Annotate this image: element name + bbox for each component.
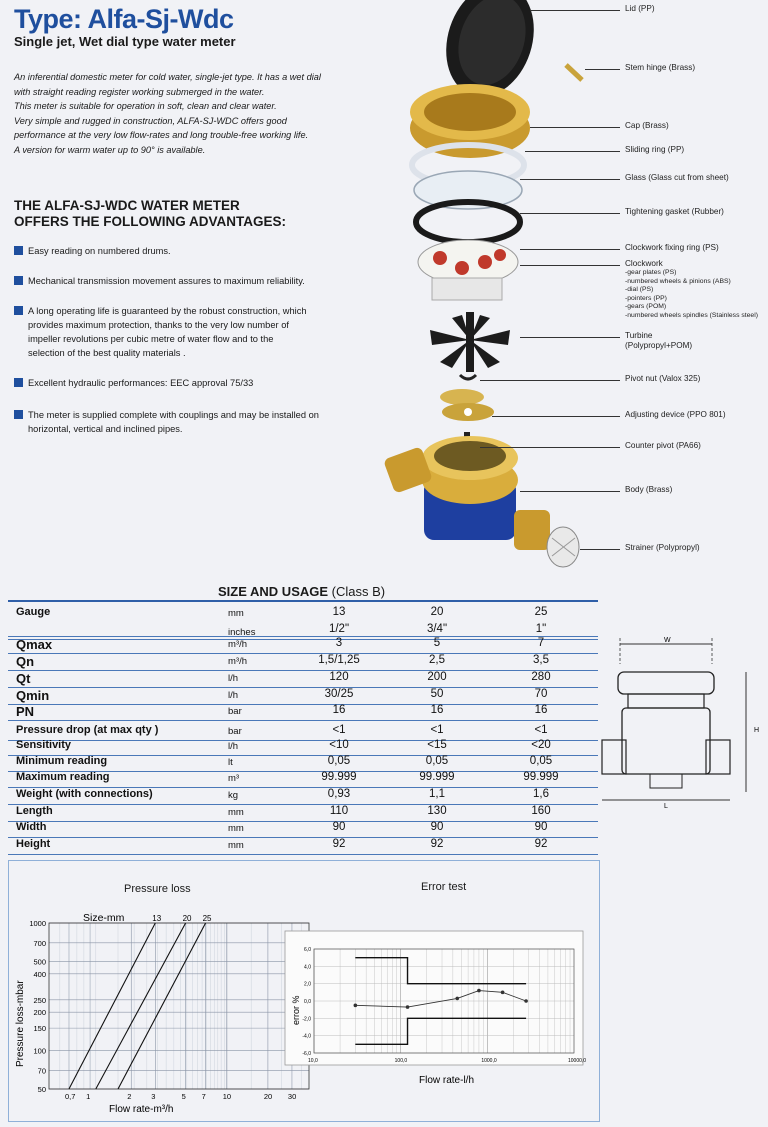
- part-label: [625, 121, 669, 131]
- row-label: Width: [16, 821, 47, 833]
- row-value: 90: [534, 821, 548, 833]
- pressure-chart-title: Pressure loss: [124, 883, 191, 895]
- row-unit: l/h: [228, 673, 239, 684]
- pressure-x-tick: 30: [287, 1092, 297, 1101]
- part-label-line: Body (Brass): [625, 485, 673, 494]
- pressure-x-tick: 0,7: [64, 1092, 76, 1101]
- error-data-point: [406, 1005, 410, 1009]
- row-value: 99.999: [523, 771, 559, 783]
- pressure-y-tick: 400: [33, 969, 46, 979]
- part-label: [625, 331, 692, 351]
- part-label-line: Sliding ring (PP): [625, 145, 685, 154]
- advantage-item: [14, 408, 364, 436]
- row-unit: m³/h: [228, 656, 247, 667]
- intro-line: An inferential domestic meter for cold water, single-jet type. It has a wet dial: [14, 72, 321, 82]
- pressure-series-line: [69, 923, 155, 1089]
- row-label: Sensitivity: [16, 739, 72, 751]
- row-label: Length: [16, 805, 53, 817]
- row-unit: bar: [228, 726, 242, 737]
- row-label: Height: [16, 838, 51, 850]
- part-leader-line: [480, 380, 620, 381]
- row-value: 5: [433, 637, 441, 649]
- pressure-x-tick: 2: [127, 1092, 132, 1101]
- row-unit: bar: [228, 706, 242, 717]
- dimension-l-label: L: [664, 803, 668, 808]
- part-leader-line: [585, 69, 620, 70]
- row-value: 25: [534, 606, 548, 618]
- intro-line: A version for warm water up to 90° is available.: [14, 144, 206, 155]
- charts-panel: [8, 860, 600, 1122]
- row-value: 99.999: [419, 771, 455, 783]
- row-label: Qt: [16, 671, 31, 686]
- part-label: [625, 259, 758, 320]
- part-label-line: Tightening gasket (Rubber): [625, 207, 724, 216]
- table-title-text: SIZE AND USAGE: [218, 584, 329, 599]
- part-label-line: -dial (PS): [625, 286, 654, 293]
- advantage-text: provides maximum protection, thanks to the very low number of: [28, 320, 289, 330]
- row-divider: [8, 636, 598, 637]
- bullet-square-icon: [14, 410, 23, 419]
- row-value: 0,05: [425, 755, 449, 767]
- table-top-rule: [8, 600, 598, 602]
- row-value: 2,5: [429, 654, 445, 666]
- row-unit: m³: [228, 773, 240, 784]
- pivot-nut-part: [460, 375, 476, 379]
- row-value: 3,5: [533, 654, 549, 666]
- part-label-line: -numbered wheels spindles (Stainless steel): [625, 311, 758, 319]
- row-label: Gauge: [16, 606, 51, 618]
- pressure-y-tick: 100: [33, 1046, 46, 1056]
- pressure-x-tick: 5: [181, 1092, 186, 1101]
- row-value: 3/4": [426, 623, 448, 635]
- stem-hinge-part: [566, 65, 582, 80]
- row-value: 120: [329, 671, 349, 683]
- error-y-tick: -6,0: [302, 1051, 311, 1057]
- advantage-text: horizontal, vertical and inclined pipes.: [28, 424, 183, 434]
- row-value: 160: [531, 805, 551, 817]
- row-divider: [8, 720, 598, 721]
- part-label: [625, 173, 729, 183]
- part-label: [625, 63, 695, 73]
- pressure-y-tick: 70: [37, 1066, 46, 1076]
- error-data-point: [455, 997, 459, 1001]
- advantage-item: [14, 244, 364, 258]
- pressure-y-label: Pressure loss-mbar: [15, 980, 26, 1067]
- row-value: 0,05: [327, 755, 351, 767]
- body-part: [383, 436, 550, 550]
- part-label: [625, 243, 719, 253]
- part-leader-line: [520, 249, 620, 250]
- advantage-text: Excellent hydraulic performances: EEC approval 75/33: [28, 378, 254, 388]
- row-value: 13: [332, 606, 346, 618]
- row-unit: m³/h: [228, 639, 247, 650]
- turbine-part: [430, 312, 510, 372]
- row-unit: l/h: [228, 690, 239, 701]
- row-unit: inches: [228, 627, 256, 638]
- row-value: 16: [430, 704, 444, 716]
- advantage-item: [14, 304, 364, 360]
- error-y-tick: 2,0: [304, 981, 311, 988]
- pressure-plot-frame: [49, 923, 309, 1089]
- part-leader-line: [492, 416, 620, 417]
- part-label-line: -gear plates (PS): [625, 269, 677, 276]
- error-y-tick: 6,0: [304, 947, 311, 953]
- pressure-y-tick: 200: [33, 1008, 46, 1018]
- row-value: <20: [531, 739, 551, 751]
- advantage-text: Easy reading on numbered drums.: [28, 246, 171, 256]
- part-leader-line: [520, 265, 620, 266]
- row-unit: mm: [228, 807, 244, 818]
- adjusting-device-part: [440, 389, 494, 421]
- page-title: Type: Alfa-Sj-Wdc: [14, 4, 234, 34]
- error-x-tick: 10,0: [308, 1058, 318, 1064]
- row-label: Qmin: [16, 688, 50, 703]
- part-label-line: Adjusting device (PPO 801): [625, 410, 726, 419]
- table-title: [218, 584, 385, 599]
- pressure-y-tick: 500: [33, 957, 46, 967]
- row-value: 3: [335, 637, 343, 649]
- part-label: [625, 410, 726, 420]
- pressure-y-tick: 700: [33, 938, 46, 948]
- table-class-label: (Class B): [331, 584, 386, 599]
- part-label: [625, 4, 655, 14]
- error-x-tick: 1000,0: [481, 1058, 497, 1064]
- part-label-line: Counter pivot (PA66): [625, 441, 701, 450]
- pressure-x-tick: 20: [263, 1092, 273, 1101]
- error-chart-title: Error test: [421, 881, 467, 893]
- row-value: 130: [427, 805, 447, 817]
- row-unit: lt: [228, 757, 233, 768]
- row-value: 92: [332, 838, 346, 850]
- intro-line: with straight reading register working submerged in the water.: [14, 86, 265, 97]
- part-label: [625, 374, 700, 384]
- charts-svg: [9, 861, 599, 1121]
- intro-paragraph: [14, 70, 364, 157]
- error-y-tick: 4,0: [304, 964, 311, 971]
- page-subtitle: Single jet, Wet dial type water meter: [14, 34, 236, 49]
- row-value: 110: [329, 805, 349, 817]
- part-label-line: Lid (PP): [625, 4, 655, 13]
- row-value: 7: [537, 637, 545, 649]
- row-unit: l/h: [228, 741, 239, 752]
- row-value: 0,05: [529, 755, 553, 767]
- row-value: 99.999: [321, 771, 357, 783]
- part-label-line: Glass (Glass cut from sheet): [625, 173, 729, 182]
- part-leader-line: [520, 491, 620, 492]
- row-value: <15: [427, 739, 447, 751]
- row-label: Qmax: [16, 637, 53, 652]
- intro-line: Very simple and rugged in construction, ALFA-SJ-WDC offers good: [14, 115, 287, 126]
- dimension-drawing: [598, 632, 768, 808]
- row-value: 50: [430, 688, 444, 700]
- part-label: [625, 145, 684, 155]
- pressure-series-label: 13: [152, 914, 162, 923]
- row-value: 200: [427, 671, 447, 683]
- pressure-x-tick: 3: [151, 1092, 156, 1101]
- intro-line: This meter is suitable for operation in soft, clean and clear water.: [14, 101, 277, 111]
- row-value: <1: [332, 724, 346, 736]
- dimension-w-label: W: [664, 637, 671, 644]
- row-value: 1,5/1,25: [318, 654, 360, 666]
- pressure-series-label: 20: [182, 914, 192, 923]
- part-label-line: Turbine: [625, 331, 653, 340]
- error-data-point: [501, 991, 505, 995]
- part-leader-line: [530, 10, 620, 11]
- advantages-heading: [14, 198, 286, 230]
- part-label: [625, 543, 700, 553]
- error-x-tick: 100,0: [394, 1058, 408, 1064]
- pressure-series-label: 25: [202, 914, 212, 923]
- part-label: [625, 441, 701, 451]
- pressure-x-tick: 10: [222, 1092, 232, 1101]
- pressure-y-tick: 1000: [29, 919, 46, 928]
- dimension-h-label: H: [754, 727, 760, 734]
- row-unit: kg: [228, 790, 239, 801]
- part-leader-line: [525, 151, 620, 152]
- pressure-legend-title: Size-mm: [83, 912, 125, 924]
- error-y-tick: -4,0: [302, 1033, 311, 1040]
- row-label: Qn: [16, 654, 35, 669]
- row-value: 1,1: [429, 788, 445, 800]
- part-label: [625, 485, 672, 495]
- part-label-line: -pointers (PP): [625, 294, 667, 302]
- row-value: <1: [430, 724, 444, 736]
- row-value: 90: [430, 821, 444, 833]
- part-label-line: Pivot nut (Valox 325): [625, 374, 701, 383]
- part-label-line: Clockwork: [625, 259, 663, 268]
- pressure-series-line: [96, 923, 186, 1089]
- error-plot-background: [285, 931, 583, 1065]
- row-label: Pressure drop (at max qty ): [16, 724, 159, 736]
- row-value: 0,93: [327, 788, 351, 800]
- part-leader-line: [480, 447, 620, 448]
- row-value: 70: [534, 688, 548, 700]
- advantage-text: The meter is supplied complete with couplings and may be installed on: [28, 410, 319, 420]
- part-leader-line: [530, 127, 620, 128]
- part-leader-line: [520, 213, 620, 214]
- error-x-label: Flow rate-l/h: [419, 1075, 475, 1086]
- part-label: [625, 207, 724, 217]
- row-divider: [8, 854, 598, 855]
- bullet-square-icon: [14, 378, 23, 387]
- row-value: 16: [534, 704, 548, 716]
- pressure-x-tick: 1: [86, 1092, 91, 1101]
- row-unit: mm: [228, 823, 244, 834]
- advantage-item: [14, 376, 364, 390]
- row-value: 280: [531, 671, 551, 683]
- advantage-text: Mechanical transmission movement assures to maximum reliability.: [28, 276, 305, 286]
- part-label-line: Cap (Brass): [625, 121, 669, 130]
- part-label-line: Strainer (Polypropyl): [625, 543, 700, 552]
- row-unit: mm: [228, 840, 244, 851]
- error-data-point: [354, 1004, 358, 1008]
- pressure-y-tick: 250: [33, 995, 46, 1005]
- row-label: Weight (with connections): [16, 788, 153, 800]
- error-y-tick: -2,0: [302, 1016, 311, 1023]
- row-value: 30/25: [324, 688, 354, 700]
- row-value: 92: [534, 838, 548, 850]
- bullet-square-icon: [14, 276, 23, 285]
- part-label-line: Stem hinge (Brass): [625, 63, 696, 72]
- pressure-x-label: Flow rate-m³/h: [109, 1104, 174, 1115]
- bullet-square-icon: [14, 306, 23, 315]
- advantage-item: [14, 274, 364, 288]
- pressure-x-tick: 7: [201, 1092, 206, 1101]
- clockwork-part: [418, 240, 518, 284]
- error-data-point: [477, 989, 481, 993]
- advantage-text: A long operating life is guaranteed by the robust construction, which: [28, 306, 307, 316]
- error-data-point: [524, 999, 528, 1003]
- row-value: 1": [535, 623, 547, 635]
- row-value: 92: [430, 838, 444, 850]
- pressure-y-tick: 50: [37, 1085, 46, 1094]
- advantages-heading-line2: OFFERS THE FOLLOWING ADVANTAGES:: [14, 214, 286, 229]
- row-unit: mm: [228, 608, 244, 619]
- row-label: Minimum reading: [16, 755, 108, 767]
- part-label-line: -gears (POM): [625, 303, 667, 310]
- part-label-line: Clockwork fixing ring (PS): [625, 243, 719, 252]
- error-x-tick: 10000,0: [568, 1058, 587, 1064]
- row-label: PN: [16, 704, 35, 719]
- part-leader-line: [520, 337, 620, 338]
- pressure-y-tick: 150: [33, 1024, 46, 1034]
- advantage-text: selection of the best quality materials .: [28, 348, 186, 358]
- error-y-label: error %: [291, 995, 301, 1025]
- part-label-line: (Polypropyl+POM): [625, 341, 693, 350]
- row-value: <1: [534, 724, 548, 736]
- bullet-square-icon: [14, 246, 23, 255]
- error-y-tick: 0,0: [304, 999, 311, 1005]
- row-value: <10: [329, 739, 349, 751]
- part-leader-line: [580, 549, 620, 550]
- row-value: 1,6: [533, 788, 549, 800]
- row-label: Maximum reading: [16, 771, 110, 783]
- row-value: 90: [332, 821, 346, 833]
- row-value: 16: [332, 704, 346, 716]
- part-leader-line: [520, 179, 620, 180]
- advantages-heading-line1: THE ALFA-SJ-WDC WATER METER: [14, 198, 240, 213]
- part-label-line: -numbered wheels & pinions (ABS): [625, 277, 731, 285]
- row-value: 1/2": [328, 623, 350, 635]
- row-value: 20: [430, 606, 444, 618]
- advantage-text: impeller revolutions per cubic metre of water flow and to the: [28, 334, 274, 344]
- intro-line: performance at the very low flow-rates and long trouble-free working life.: [14, 130, 309, 140]
